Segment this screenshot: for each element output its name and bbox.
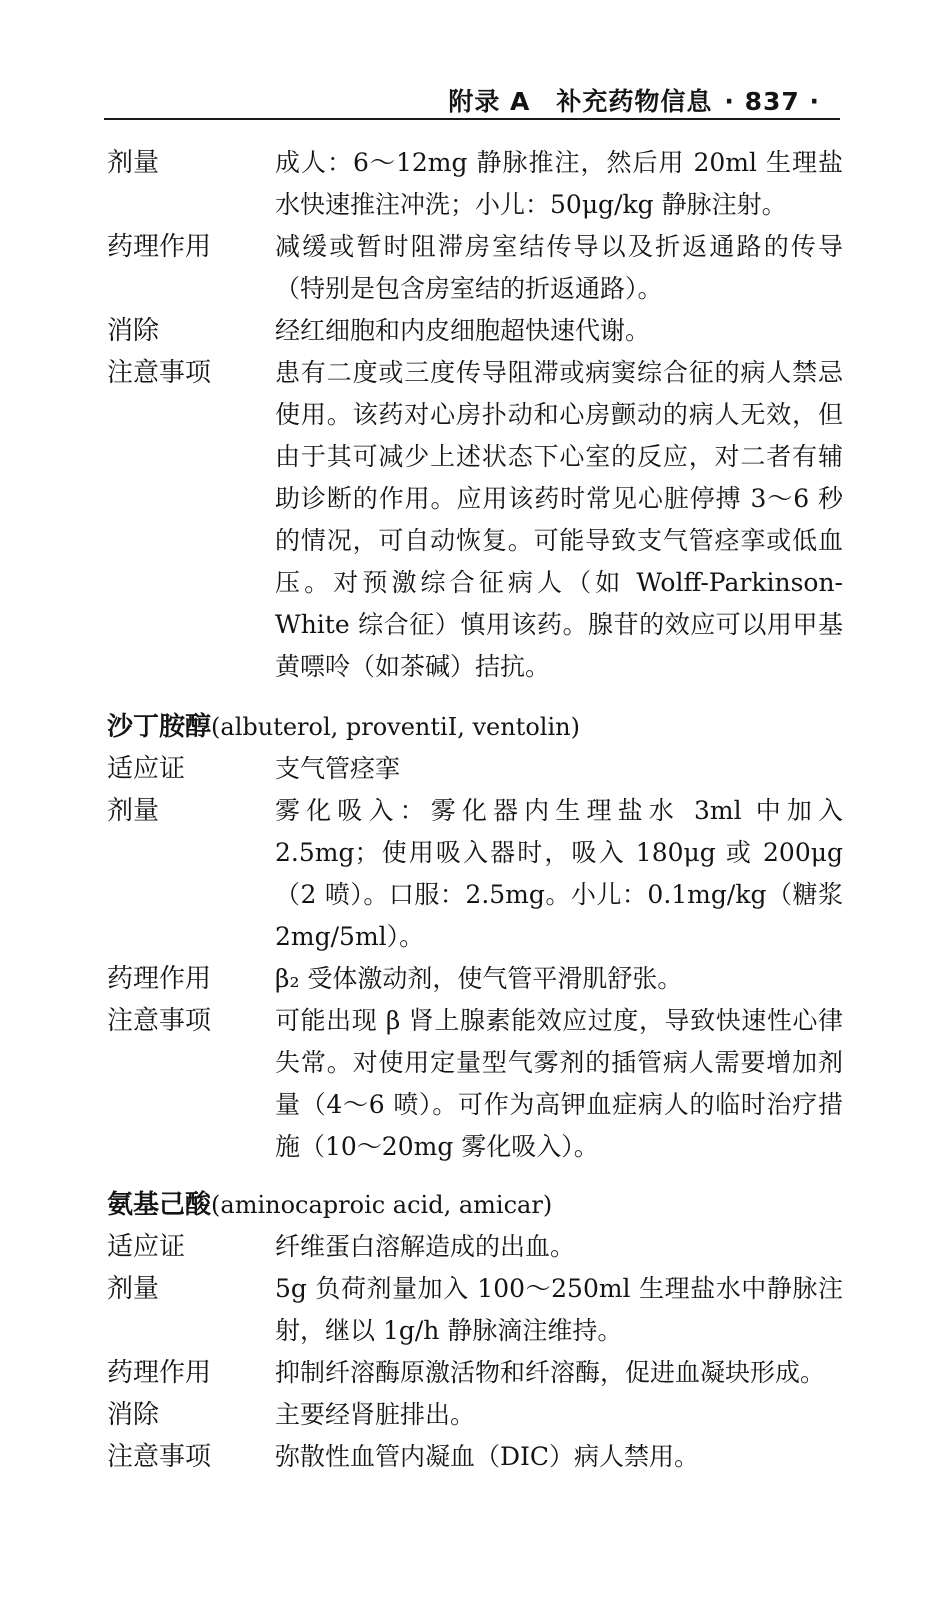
entry-text: 可能出现 β 肾上腺素能效应过度，导致快速性心律失常。对使用定量型气雾剂的插管病人需要增加剂量（4～6 喷）。可作为高钾血症病人的临时治疗措施（10～20mg 雾化吸入）。: [275, 1006, 843, 1161]
entry-label: 剂量: [107, 796, 160, 826]
header-text: [448, 82, 820, 118]
entry-label: 药理作用: [107, 964, 212, 994]
entry-text: 抑制纤溶酶原激活物和纤溶酶，促进血凝块形成。: [275, 1358, 826, 1387]
entry-label: 适应证: [107, 754, 186, 784]
entry-label: 适应证: [107, 1232, 186, 1262]
header-title: 附录 A 补充药物信息: [448, 87, 713, 116]
entry-precautions: [107, 352, 843, 688]
entry-pharmacology: [107, 958, 843, 1000]
entry-text: 弥散性血管内凝血（DIC）病人禁用。: [275, 1442, 700, 1471]
entry-label: 注意事项: [107, 1006, 212, 1036]
drug-title: [107, 706, 843, 748]
entry-text: 成人：6～12mg 静脉推注，然后用 20ml 生理盐水快速推注冲洗；小儿：50μg/kg 静脉注射。: [275, 148, 843, 219]
drug-section-aminocaproic: [107, 1184, 843, 1478]
drug-name-cn: 沙丁胺醇: [107, 712, 212, 742]
entry-text: 雾化吸入：雾化器内生理盐水 3ml 中加入 2.5mg；使用吸入器时，吸入 180μg 或 200μg（2 喷）。口服：2.5mg。小儿：0.1mg/kg（糖浆 2mg/5ml）。: [275, 796, 843, 951]
entry-text: 5g 负荷剂量加入 100～250ml 生理盐水中静脉注射，继以 1g/h 静脉滴注维持。: [275, 1274, 843, 1345]
entry-label: 药理作用: [107, 232, 212, 262]
entry-dose: [107, 790, 843, 958]
entry-indication: [107, 748, 843, 790]
entry-label: 剂量: [107, 148, 160, 178]
entry-label: 药理作用: [107, 1358, 212, 1388]
page-number: · 837 ·: [724, 87, 820, 116]
drug-title: [107, 1184, 843, 1226]
drug-section-adenosine: [107, 142, 843, 688]
entry-text: 支气管痉挛: [275, 754, 401, 783]
entry-precautions: [107, 1436, 843, 1478]
entry-pharmacology: [107, 1352, 843, 1394]
entry-text: 减缓或暂时阻滞房室结传导以及折返通路的传导（特别是包含房室结的折返通路）。: [275, 232, 843, 303]
entry-elimination: [107, 310, 843, 352]
entry-label: 注意事项: [107, 1442, 212, 1472]
entry-text: 纤维蛋白溶解造成的出血。: [275, 1232, 576, 1261]
running-header: [104, 74, 840, 120]
entry-label: 消除: [107, 1400, 160, 1430]
drug-name-en: (albuterol, proventiI, ventolin): [211, 713, 580, 741]
entry-dose: [107, 142, 843, 226]
drug-name-en: (aminocaproic acid, amicar): [211, 1191, 553, 1219]
entry-dose: [107, 1268, 843, 1352]
page-content: [107, 142, 843, 1478]
drug-name-cn: 氨基己酸: [107, 1190, 212, 1220]
entry-label: 消除: [107, 316, 160, 346]
entry-text: 主要经肾脏排出。: [275, 1400, 476, 1429]
entry-precautions: [107, 1000, 843, 1168]
entry-elimination: [107, 1394, 843, 1436]
entry-indication: [107, 1226, 843, 1268]
drug-section-albuterol: [107, 706, 843, 1168]
entry-text: 患有二度或三度传导阻滞或病窦综合征的病人禁忌使用。该药对心房扑动和心房颤动的病人无效，但由于其可减少上述状态下心室的反应，对二者有辅助诊断的作用。应用该药时常见心脏停搏 3～6 秒的情况，可自动恢复。可能导致支气管痉挛或低血压。对预激综合征病人（如 Wolff-Parkinson-White 综合征）慎用该药。腺苷的效应可以用甲基黄嘌呤（如茶碱）拮抗。: [275, 358, 843, 681]
entry-pharmacology: [107, 226, 843, 310]
entry-text: β₂ 受体激动剂，使气管平滑肌舒张。: [275, 964, 683, 993]
entry-text: 经红细胞和内皮细胞超快速代谢。: [275, 316, 651, 345]
entry-label: 剂量: [107, 1274, 160, 1304]
entry-label: 注意事项: [107, 358, 212, 388]
